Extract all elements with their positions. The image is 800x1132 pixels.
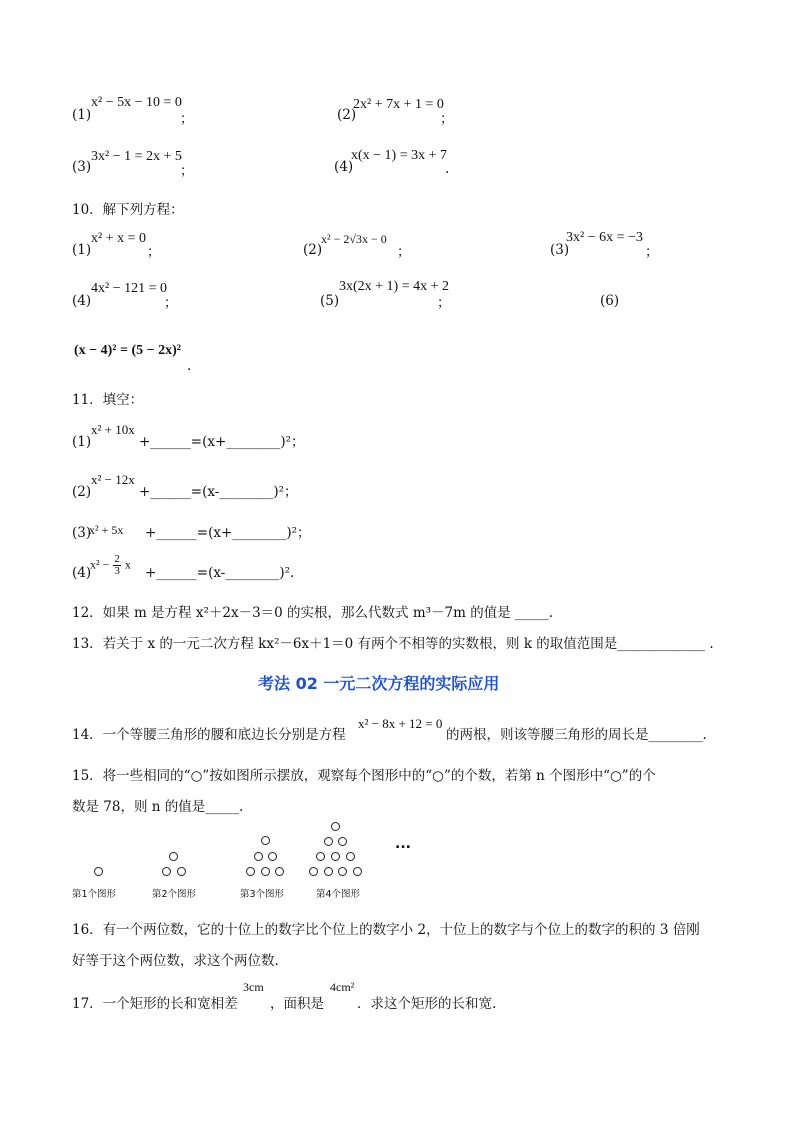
- q17-value-area: 4cm²: [330, 980, 355, 994]
- q11-part2-label: (2): [72, 484, 92, 500]
- figure-caption: 第2个图形: [152, 889, 197, 900]
- q10-part1-equation: x² + x = 0: [91, 231, 146, 246]
- q11-part4-fraction: [113, 554, 121, 577]
- q9-part2-label: (2): [337, 107, 357, 123]
- circle-mark: [331, 852, 340, 861]
- circle-mark: [162, 867, 171, 876]
- q15-line1: 15．将一些相同的“○”按如图所示摆放，观察每个图形中的“○”的个数，若第 n 个图形中“○”的个: [72, 768, 656, 784]
- circle-mark: [177, 867, 186, 876]
- circle-mark: [353, 867, 362, 876]
- q10-part5-equation: 3x(2x + 1) = 4x + 2: [339, 279, 450, 294]
- circle-mark: [338, 837, 347, 846]
- q9-part4-label: (4): [334, 159, 354, 175]
- q10-part2-end: ；: [397, 244, 411, 260]
- circle-mark: [346, 852, 355, 861]
- q9-part1-label: (1): [72, 107, 92, 123]
- circle-mark: [316, 852, 325, 861]
- q11-part3-expression: x² + 5x: [89, 523, 124, 537]
- q11-part1-label: (1): [72, 434, 92, 450]
- q9-part3-equation: 3x² − 1 = 2x + 5: [91, 149, 182, 164]
- q10-part3-label: (3): [550, 242, 570, 258]
- q11-part4-blanks: +______=(x-________)².: [145, 565, 295, 581]
- circle-mark: [94, 867, 103, 876]
- q10-part5-end: ；: [437, 295, 451, 311]
- q11-part4-expr-b: x: [124, 557, 131, 572]
- circle-mark: [309, 867, 318, 876]
- circle-mark: [254, 852, 263, 861]
- q14-after: 的两根，则该等腰三角形的周长是________.: [446, 727, 707, 743]
- q10-title: 10．解下列方程：: [72, 202, 184, 218]
- circle-mark: [324, 867, 333, 876]
- q10-part1-end: ；: [147, 244, 161, 260]
- q9-part3-label: (3): [72, 159, 92, 175]
- q11-part2-expression: x² − 12x: [91, 472, 135, 487]
- q14-before: 14．一个等腰三角形的腰和底边长分别是方程: [72, 727, 346, 743]
- q11-title: 11．填空：: [72, 392, 144, 408]
- circle-mark: [338, 867, 347, 876]
- q16-line2: 好等于这个两位数，求这个两位数.: [72, 953, 279, 969]
- circle-mark: [169, 852, 178, 861]
- q13-text: 13．若关于 x 的一元二次方程 kx²－6x＋1＝0 有两个不相等的实数根，则 k 的取值范围是_____________ .: [72, 636, 714, 652]
- circle-mark: [261, 836, 270, 845]
- q10-part2-equation: x² − 2√3x − 0: [321, 232, 387, 246]
- q10-part6-label: (6): [600, 293, 620, 309]
- q9-part1-equation: x² − 5x − 10 = 0: [91, 95, 182, 110]
- q11-part4-expression: [90, 554, 131, 577]
- section-title: 考法 02 一元二次方程的实际应用: [258, 674, 500, 693]
- q17-mid: ，面积是: [270, 996, 324, 1012]
- q10-part3-end: ；: [645, 244, 659, 260]
- q11-part4-expr-a: x² −: [90, 557, 110, 572]
- q10-part5-label: (5): [320, 293, 340, 309]
- q10-part4-equation: 4x² − 121 = 0: [91, 281, 167, 296]
- q10-part6-equation: (x − 4)² = (5 − 2x)²: [74, 343, 181, 358]
- q15-line2: 数是 78，则 n 的值是_____.: [72, 799, 244, 815]
- circle-mark: [331, 822, 340, 831]
- q9-part4-equation: x(x − 1) = 3x + 7: [351, 148, 448, 163]
- q17-before: 17．一个矩形的长和宽相差: [72, 996, 238, 1012]
- q9-part4-end: .: [445, 161, 450, 177]
- q9-part1-end: ；: [180, 111, 194, 127]
- circle-mark: [275, 867, 284, 876]
- q11-part3-blanks: +______=(x+________)²；: [145, 525, 311, 541]
- q16-line1: 16．有一个两位数，它的十位上的数字比个位上的数字小 2，十位上的数字与个位上的数字的积的 3 倍刚: [72, 922, 700, 938]
- q11-part4-label: (4): [72, 565, 92, 581]
- q9-part3-end: ；: [180, 163, 194, 179]
- q11-part4-fraction-denominator: 3: [114, 565, 120, 577]
- q12-text: 12．如果 m 是方程 x²＋2x－3＝0 的实根，那么代数式 m³－7m 的值是 _____.: [72, 605, 554, 621]
- figure-caption: 第1个图形: [72, 889, 117, 900]
- figure-caption: 第3个图形: [240, 889, 285, 900]
- figure-caption: 第4个图形: [316, 889, 361, 900]
- q10-part4-end: ；: [164, 295, 178, 311]
- q17-after: ．求这个矩形的长和宽.: [357, 996, 497, 1012]
- circle-mark: [324, 837, 333, 846]
- circle-mark: [261, 867, 270, 876]
- q11-part3-label: (3): [72, 525, 92, 541]
- figure-ellipsis: ...: [395, 836, 411, 852]
- q9-part2-end: ；: [440, 111, 454, 127]
- q10-part3-equation: 3x² − 6x = −3: [566, 230, 643, 245]
- q17-value-difference: 3cm: [243, 980, 264, 994]
- q9-part1: [72, 106, 91, 124]
- q10-part4-label: (4): [72, 293, 92, 309]
- q11-part4-fraction-numerator: 2: [114, 553, 120, 565]
- q10-part2-label: (2): [303, 242, 323, 258]
- q10-part6-end: .: [187, 358, 192, 374]
- circle-mark: [246, 867, 255, 876]
- q11-part1-expression: x² + 10x: [91, 422, 135, 437]
- q11-part2-blanks: +______=(x-________)²；: [139, 484, 298, 500]
- q15-figure: [70, 822, 430, 902]
- q11-part1-blanks: +______=(x+________)²；: [139, 434, 305, 450]
- q10-part1-label: (1): [72, 242, 92, 258]
- circle-mark: [268, 852, 277, 861]
- q9-part2-equation: 2x² + 7x + 1 = 0: [353, 97, 444, 112]
- q14-equation: x² − 8x + 12 = 0: [358, 716, 443, 731]
